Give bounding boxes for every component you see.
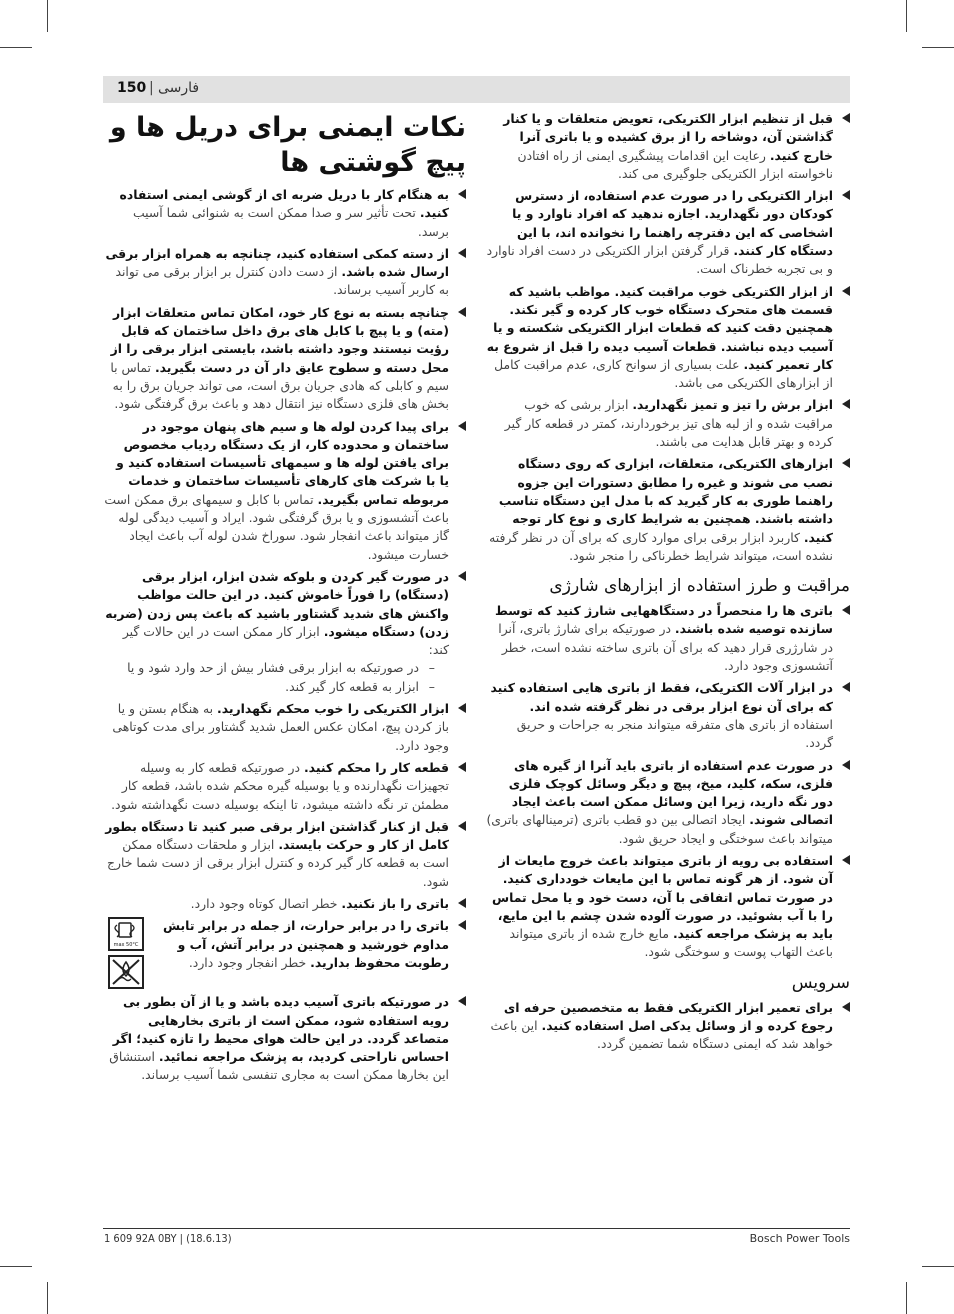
item-text: ابزار کار ممکن است در این حالات گیر کند: <box>122 623 449 658</box>
item-bold-text: استفاده بی رویه از باتری میتواند باعث خروج مایعات از آن شود. از هر گونه تماس با این مایعات خودداری کنید. در صورت تماس اتفاقی با آن، دست خود و یا محل تماس را با آب بشوئید. در صورت آلوده شدن چشم با این مایع، باید به پزشک مراجعه کنید. <box>491 852 833 942</box>
item-text: در صورتیکه قطعه کار به وسیله تجهیزات نگهدارنده و یا بوسیله گیره محکم شده باشد، قطعه کار مطمئن تر نگه داشته میشود، تا اینکه بوسیله دست نگهداشته شود. <box>111 759 449 812</box>
item-text: مایع خارج شده از باتری میتواند باعث التهاب پوست و سوختگی شود. <box>509 926 833 960</box>
crop-mark <box>47 1282 48 1314</box>
service-items <box>486 999 850 1054</box>
language-label: فارسی <box>158 80 200 96</box>
sub-list-item <box>104 678 449 696</box>
item-text: ابزار برشی که خوب مراقبت شده و از لبه های تیز برخوردارند، کمتر در قطعه کار گیر کرده و بهتر قابل هدایت می باشند. <box>504 397 833 450</box>
bullet-triangle-icon <box>842 1002 850 1012</box>
crop-mark <box>922 1266 954 1267</box>
item-bold-text: در صورت گیر کردن و بلوکه شدن ابزار، ابزار برقی (دستگاه) را فوراً خاموش کنید. در این حالت مواظب واکنش های شدید گشتاور باشید که باعث پس زدن (ضربه زدن) دستگاه میشود. <box>105 568 449 639</box>
bullet-triangle-icon <box>842 682 850 692</box>
list-item <box>148 917 466 972</box>
item-bold-text: ابزارهای الکتریکی، متعلقات، ابزاری که روی دستگاه نصب می شوند و غیره را مطابق دستورات این جزوه راهنما طوری به کار گیرید که با مدل این دستگاه تناسب داشته باشند. همچنین به شرایط کاری و نوع کار توجه کنید. <box>498 456 833 545</box>
item-bold-text: ابزار الکتریکی را در صورت عدم استفاده، از دسترس کودکان دور نگهدارید. اجازه ندهید که افراد ناوارد و یا اشخاصی که این دفترچه راهنما را نخوانده اند، با این دستگاه کار کنند. <box>512 188 833 259</box>
sub-item-text: ابزار به قطعه کار گیر کند. <box>285 678 419 694</box>
left-column <box>104 110 466 1089</box>
list-item <box>104 700 466 755</box>
list-item <box>104 818 466 891</box>
crop-mark <box>0 47 32 48</box>
item-text: قرار گرفتن ابزار الکتریکی در دست افراد ناوارد و بی تجربه خطرناک است. <box>486 243 833 277</box>
list-item <box>104 304 466 414</box>
right-column <box>486 110 850 1058</box>
item-bold-text: برای تعمیر ابزار الکتریکی فقط به متخصصین حرفه ای رجوع کرده و از وسائل یدکی اصل استفاده کنید. <box>503 999 833 1034</box>
item-bold-text: قبل از کنار گذاشتن ابزار برقی صبر کنید تا دستگاه بطور کامل از کار و حرکت بایستد. <box>105 818 449 853</box>
sub-list-item <box>104 659 449 677</box>
bullet-triangle-icon <box>842 286 850 296</box>
max-temp-label: max 50°C <box>113 942 139 949</box>
list-item <box>486 396 850 451</box>
section-title-battery: مراقبت و طرز استفاده از ابزارهای شارژی <box>549 576 850 597</box>
item-text: استفاده از باتری های متفرقه میتواند منجر به جراحات و حریق گردد. <box>516 716 833 751</box>
bullet-triangle-icon <box>842 605 850 615</box>
crop-mark <box>906 0 907 32</box>
item-bold-text: ابزار الکتریکی را خوب محکم نگهدارید. <box>217 701 449 717</box>
bullet-triangle-icon <box>842 190 850 200</box>
bullet-triangle-icon <box>458 703 466 713</box>
item-bold-text: از دسته کمکی استفاده کنید، چنانچه به همراه ابزار برقی ارسال شده باشد. <box>105 245 449 280</box>
warning-item-row <box>104 917 466 993</box>
item-bold-text: برای پیدا کردن لوله ها و سیم های پنهان موجود در ساختمان و محدوده کار، از یک دستگاه ردیاب مخصوص برای یافتن لوله ها و سیمهای تأسیسات استفاده کنید و یا با شرکت های کارهای تأسیسات ساختمان و خدمات مربوطه تماس بگیرید. <box>116 418 449 507</box>
crop-mark <box>0 1266 32 1267</box>
item-bold-text: در صورت عدم استفاده از باتری باید آنرا از گیره های فلزی، سکه، کلید، میخ، پیچ و دیگر وسائل کوچک فلزی دور نگه دارید، زیرا این وسائل ممکن است باعث ایجاد اتصالی شوند. <box>508 757 833 828</box>
bullet-triangle-icon <box>458 421 466 431</box>
max-temperature-icon <box>108 917 144 951</box>
item-bold-text: باتری را باز نکنید. <box>341 895 449 911</box>
list-item <box>104 568 466 696</box>
list-item <box>104 895 466 913</box>
list-item <box>486 602 850 675</box>
item-bold-text: قبل از تنظیم ابزار الکتریکی، تعویض متعلقات و یا کنار گذاشتن آن، دوشاخه را از برق کشیده و یا باتری آنرا خارج کنید. <box>503 111 833 163</box>
warning-icons <box>104 917 144 993</box>
bullet-triangle-icon <box>458 307 466 317</box>
list-item <box>104 418 466 564</box>
item-bold-text: در ابزار آلات الکتریکی، فقط از باتری هایی استفاده کنید که برای آن نوع ابزار برقی در نظر گرفته شده اند. <box>490 680 833 714</box>
item-text: استنشاق این بخارها ممکن است به مجاری تنفسی شما آسیب برساند. <box>109 1049 449 1083</box>
item-text: کاربرد ابزار برقی برای موارد کاری که برای آن در نظر گرفته نشده است، میتواند شرایط خطرناکی را منجر شود. <box>489 529 833 563</box>
bullet-triangle-icon <box>458 189 466 199</box>
item-text: به هنگام بستن و یا باز کردن پیچ، امکان عکس العمل شدید گشتاور برای مدت کوتاهی وجود دارد. <box>112 701 449 753</box>
bullet-triangle-icon <box>458 821 466 831</box>
bullet-triangle-icon <box>458 996 466 1006</box>
list-item <box>104 245 466 300</box>
bullet-triangle-icon <box>842 760 850 770</box>
item-bold-text: ابزار برش را تیز و تمیز نگهدارید. <box>632 397 833 413</box>
item-bold-text: باتری را در برابر حرارت، از جمله در برابر تابش مداوم خورشید و همچنین در برابر آتش، آب و رطوبت محفوظ بدارید. <box>163 918 449 970</box>
no-fire-water-icon <box>108 955 144 989</box>
bullet-triangle-icon <box>842 399 850 409</box>
header-separator: | <box>149 80 154 96</box>
item-text: تماس با کابل و سیمهای برق ممکن است باعث آتشسوزی و یا برق گرفتگی شود. ایراد و آسیب دیدگی لوله گاز میتواند باعث انفجار شود. سوراخ شدن لوله آب باعث ایجاد خسارت میشود. <box>104 491 449 562</box>
item-text: علت بسیاری از سوانح کاری، عدم مراقبت کامل از ابزارهای الکتریکی می باشد. <box>494 356 833 391</box>
bullet-triangle-icon <box>842 855 850 865</box>
list-item <box>486 852 850 962</box>
section-title-service: سرویس <box>791 972 850 993</box>
footer-divider <box>103 1228 850 1229</box>
list-item <box>486 999 850 1054</box>
list-item <box>104 186 466 241</box>
crop-mark <box>47 0 48 32</box>
section-title-drill-safety: نکات ایمنی برای دریل ها و پیچ گوشتی ها <box>109 112 466 178</box>
footer-brand: Bosch Power Tools <box>749 1232 850 1245</box>
item-text: رعایت این اقدامات پیشگیری ایمنی از راه افتادن ناخواسته ابزار الکتریکی جلوگیری می کند. <box>517 147 833 181</box>
left-items <box>104 186 466 913</box>
page-number: 150 <box>117 80 147 96</box>
battery-items <box>486 602 850 962</box>
item-bold-text: از ابزار الکتریکی خوب مراقبت کنید. مواظب باشید که قسمت های متحرک دستگاه خوب کار کرده و گیر نکند. همچنین دقت کنید که قطعات ابزار الکتریکی شکسته و یا آسیب دیده نباشند. قطعات آسیب دیده را قبل از شروع به کار تعمیر کنید. <box>486 283 833 372</box>
item-text: ایجاد اتصالی بین دو قطب باتری (ترمینالهای باتری) میتواند باعث سوختگی و ایجاد حریق شود. <box>486 812 833 846</box>
bullet-triangle-icon <box>458 571 466 581</box>
bullet-triangle-icon <box>458 898 466 908</box>
bullet-triangle-icon <box>458 248 466 258</box>
item-bold-text: در صورتیکه باتری آسیب دیده باشد و یا از آن بطور بی رویه استفاده شود، ممکن است از باتری بخارهایی متصاعد گردد. در این حالت هوای محیط را تازه کنید؛ اگر احساس ناراحتی کردید، به پزشک مراجعه نمائید. <box>112 994 449 1065</box>
list-item <box>104 993 466 1084</box>
item-text: خطر اتصال کوتاه وجود دارد. <box>190 895 342 911</box>
bullet-triangle-icon <box>458 762 466 772</box>
list-item <box>486 110 850 183</box>
list-item <box>486 455 850 565</box>
footer-document-code: 1 609 92A 0BY | (18.6.13) <box>104 1232 232 1245</box>
bullet-triangle-icon <box>458 920 466 930</box>
item-text: تحت تأثیر سر و صدا ممکن است به شنوائی شما آسیب برسد. <box>133 205 449 239</box>
crop-mark <box>922 47 954 48</box>
list-item <box>486 283 850 393</box>
list-item <box>486 757 850 848</box>
bullet-triangle-icon <box>842 113 850 123</box>
item-text: از دست دادن کنترل بر ابزار برقی می تواند به کاربر آسیب برساند. <box>115 264 449 298</box>
item-text: تماس با سیم و کابلی که هادی جریان برق است، می تواند جریان برق را به بخش های فلزی دستگاه نیز انتقال دهد و باعث برق گرفتگی شود. <box>110 359 449 412</box>
dash-marker: – <box>428 660 435 676</box>
crop-mark <box>906 1282 907 1314</box>
bullet-triangle-icon <box>842 458 850 468</box>
item-text: خطر انفجار وجود دارد. <box>188 954 311 970</box>
page-header-bar <box>103 76 850 103</box>
right-items <box>486 110 850 565</box>
list-item <box>104 759 466 814</box>
item-text: ابزار و ملحقات دستگاه ممکن است به قطعه کار گیر کرده و کنترل ابزار برقی از دست شما خارج شود. <box>107 837 449 889</box>
item-bold-text: چنانچه بسته به نوع کار خود، امکان تماس متعلقات ابزار (مته) و یا پیچ با کابل های برق داخل ساختمان که قابل رؤیت نیستند وجود داشته باشد، بایستی ابزار برقی را از محل دسته و سطوح عایق دار آن در دست بگیرید. <box>110 304 449 375</box>
item-text: این باعث خواهد شد که ایمنی دستگاه شما تضمین گردد. <box>490 1018 833 1052</box>
item-bold-text: قطعه کار را محکم کنید. <box>303 759 449 775</box>
dash-marker: – <box>428 678 435 694</box>
list-item <box>486 679 850 752</box>
item-bold-text: باتری ها را منحصراً در دستگاههایی شارژ کنید که توسط سازنده توصیه شده باشند. <box>494 603 833 637</box>
list-item <box>486 187 850 278</box>
item-bold-text: به هنگام کار با دریل ضربه ای از گوشی ایمنی استفاده کنید. <box>119 187 449 221</box>
item-text: در صورتیکه برای شارژ باتری، آنرا در شارژری قرار دهید که برای آن باتری ساخته نشده است، خطر آتشسوزی وجود دارد. <box>498 621 833 674</box>
sub-item-text: در صورتیکه به ابزار برقی فشار بیش از حد وارد شود و یا <box>127 660 419 676</box>
